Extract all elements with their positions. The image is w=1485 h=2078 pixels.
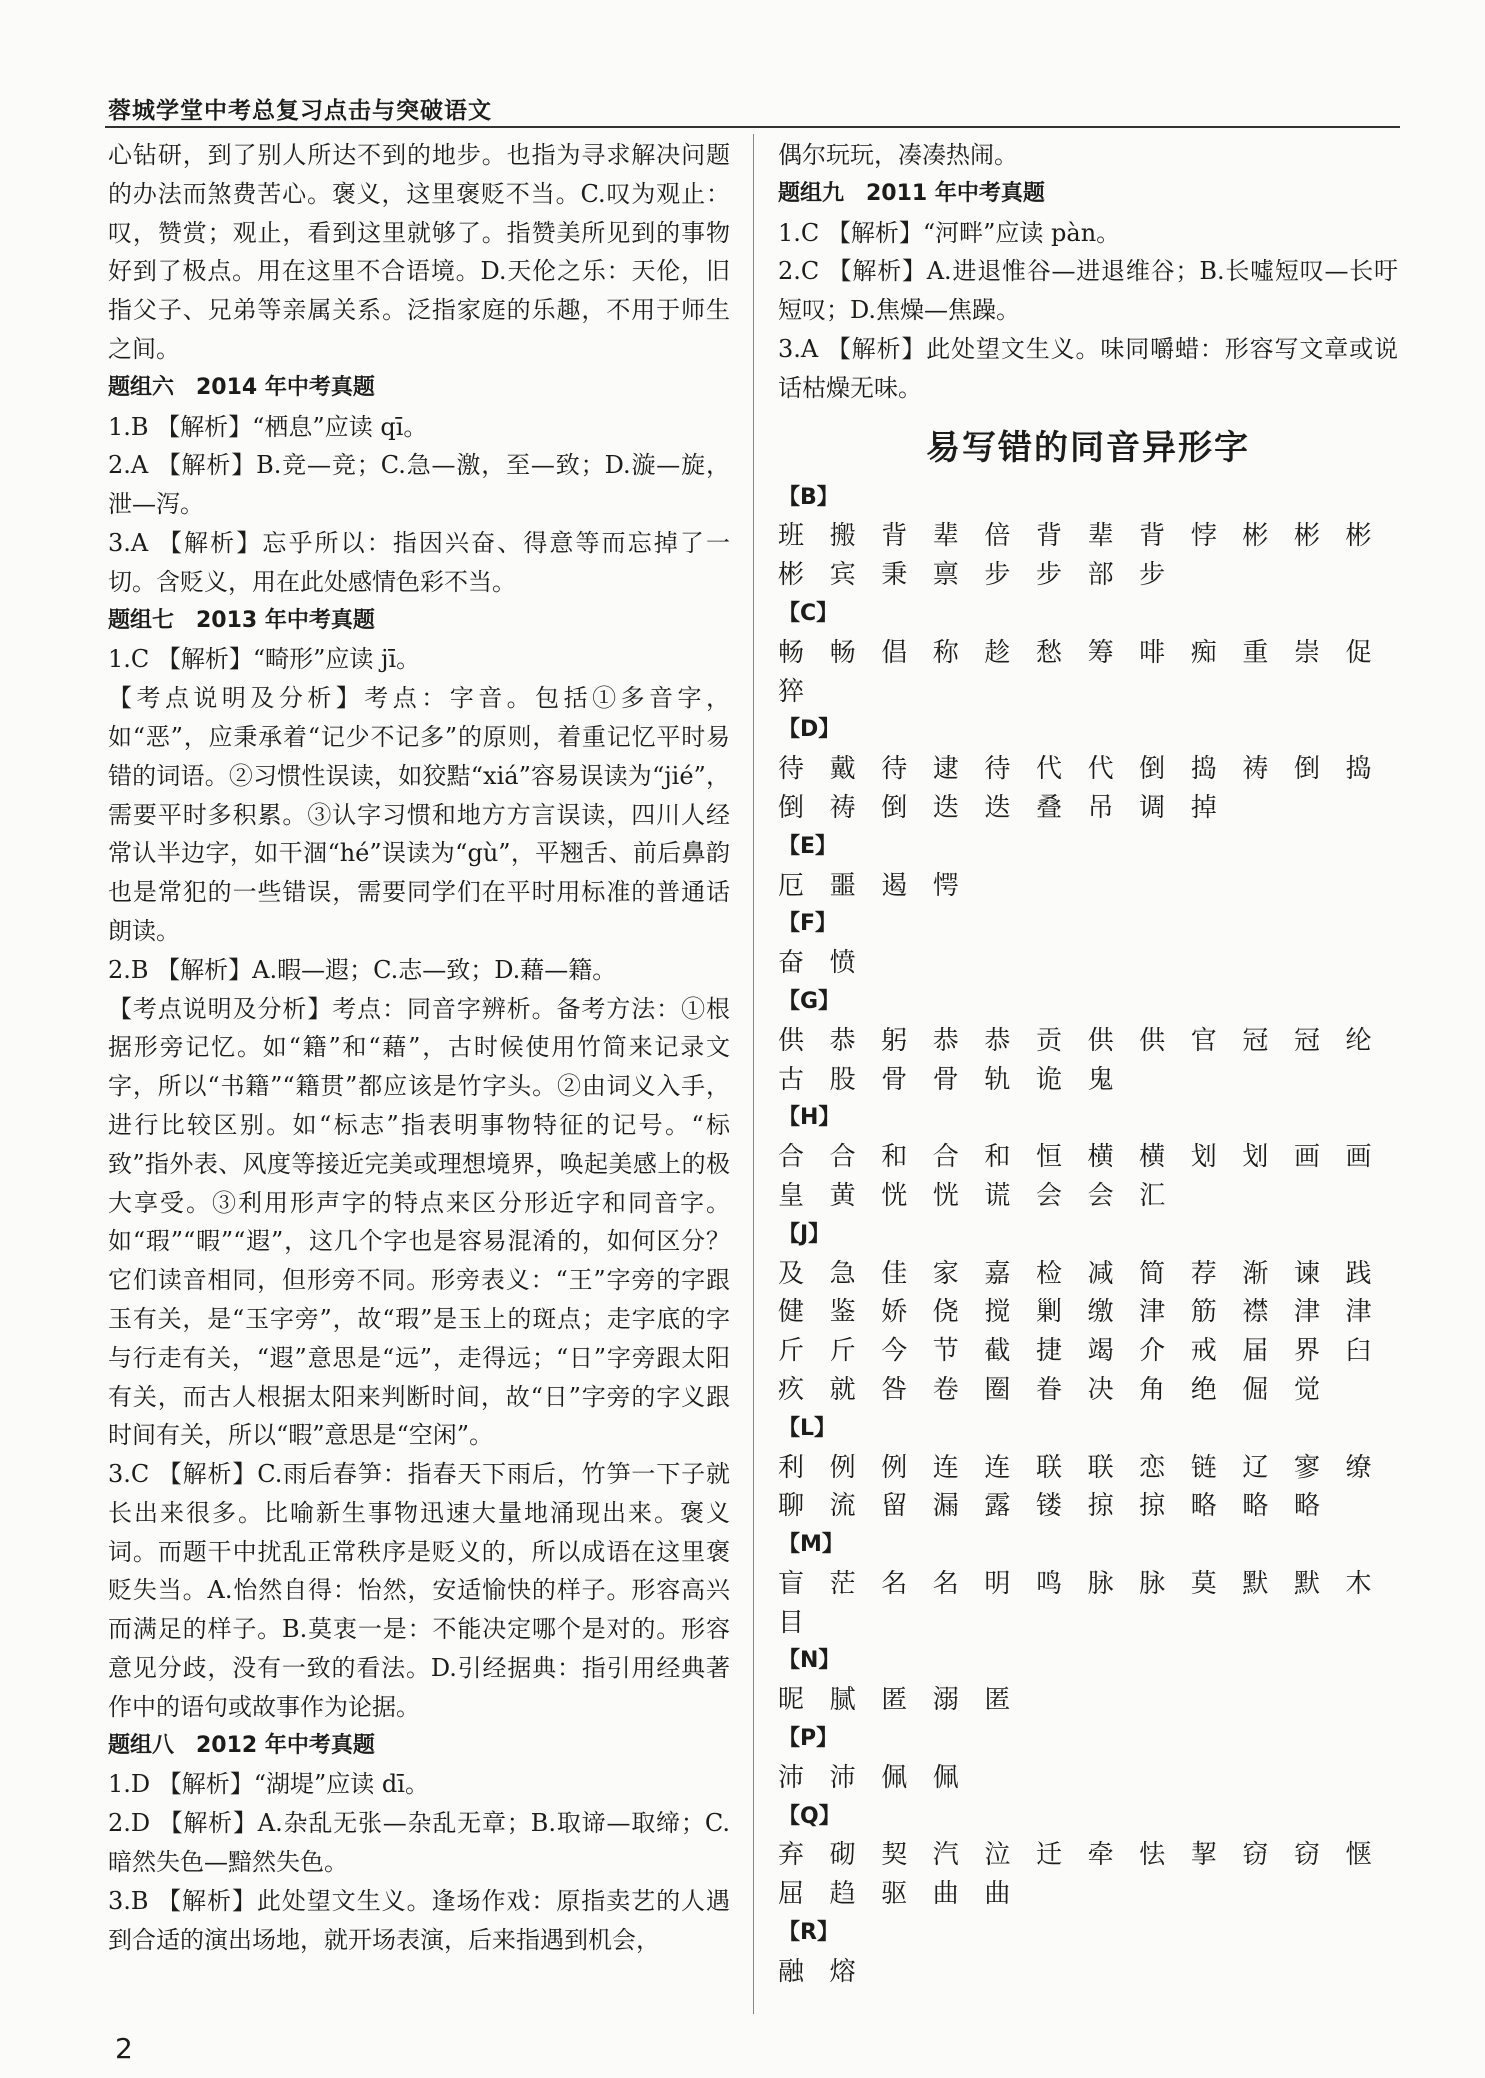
- char-row: [778, 634, 1398, 712]
- char-item: 筹: [1087, 637, 1114, 668]
- answer-paragraph: 1.B 【解析】“栖息”应读 qī。: [108, 412, 428, 441]
- char-item: 卷: [932, 1374, 959, 1405]
- char-item: 镂: [1035, 1491, 1062, 1522]
- char-item: 屈: [778, 1879, 805, 1910]
- char-item: 倒: [1293, 754, 1320, 785]
- char-item: 彬: [778, 560, 805, 591]
- answer-paragraph: 2.D 【解析】A.杂乱无张—杂乱无章；B.取谛—取缔；C.暗然失色—黯然失色。: [108, 1809, 730, 1877]
- char-item: 会: [1035, 1180, 1062, 1211]
- char-item: 界: [1293, 1336, 1320, 1367]
- char-item: 辈: [932, 521, 959, 552]
- char-item: 黄: [829, 1180, 856, 1211]
- char-item: 节: [932, 1336, 959, 1367]
- char-item: 躬: [881, 1025, 908, 1056]
- char-item: 倒: [778, 792, 805, 823]
- char-item: 啡: [1139, 637, 1166, 668]
- char-row: [778, 1255, 1398, 1410]
- answer-paragraph: 2.B 【解析】A.暇—遐；C.志—致；D.藉—籍。: [108, 955, 617, 984]
- char-item: 崇: [1293, 637, 1320, 668]
- char-item: 合: [932, 1142, 959, 1173]
- char-item: 代: [1035, 754, 1062, 785]
- answer-paragraph: 【考点说明及分析】考点：同音字辨析。备考方法：①根据形旁记忆。如“籍”和“藉”，古时候使用竹简来记录文字，所以“书籍”“籍贯”都应该是竹字头。②由词义入手，进行比较区别。如“标志”指表明事物特征的记号。“标致”指外表、风度等接近完美或理想境界，唤起美感上的极大享受。③利用形声字的特点来区分形近字和同音字。如“瑕”“暇”“遐”，这几个字也是容易混淆的，如何区分？它们读音相同，但形旁不同。形旁表义：“王”字旁的字跟玉有关，是“玉字旁”，故“瑕”是玉上的斑点；走字底的字与行走有关，“遐”意思是“远”，走得远；“日”字旁跟太阳有关，而古人根据太阳来判断时间，故“日”字旁的字义跟时间有关，所以“暇”意思是“空闲”。: [108, 994, 730, 1450]
- answer-paragraph: 2.A 【解析】B.竞—竞；C.急—激，至—致；D.漩—旋，泄—泻。: [108, 451, 730, 519]
- answer-paragraph: 3.C 【解析】C.雨后春笋：指春天下雨后，竹笋一下子就长出来很多。比喻新生事物迅速大量地涌现出来。褒义词。而题干中扰乱正常秩序是贬义的，所以成语在这里褒贬失当。A.怡然自得：怡然，安适愉快的样子。形容高兴而满足的样子。B.莫衷一是：不能决定哪个是对的。形容意见分歧，没有一致的看法。D.引经据典：指引用经典著作中的语句或故事作为论据。: [108, 1460, 730, 1721]
- char-item: 盲: [778, 1568, 805, 1599]
- char-item: 合: [778, 1142, 805, 1173]
- char-item: 恭: [984, 1025, 1011, 1056]
- group-heading: 题组九 2011 年中考真题: [778, 180, 1045, 206]
- char-item: 竭: [1087, 1336, 1114, 1367]
- char-item: 愤: [829, 948, 856, 979]
- header-rule: [105, 126, 1400, 128]
- char-item: 趁: [984, 637, 1011, 668]
- char-item: 掠: [1139, 1491, 1166, 1522]
- char-item: 目: [778, 1607, 805, 1638]
- char-item: 谎: [984, 1180, 1011, 1211]
- char-item: 掠: [1087, 1491, 1114, 1522]
- answer-paragraph: 2.C 【解析】A.进退惟谷—进退维谷；B.长噓短叹—长吁短叹；D.焦燥—焦躁。: [778, 257, 1398, 325]
- char-item: 恒: [1035, 1142, 1062, 1173]
- char-item: 画: [1293, 1142, 1320, 1173]
- char-row: [778, 1449, 1398, 1527]
- char-item: 窃: [1242, 1840, 1269, 1871]
- char-item: 彬: [1345, 521, 1372, 552]
- char-item: 留: [881, 1491, 908, 1522]
- char-item: 部: [1087, 560, 1114, 591]
- char-item: 熔: [829, 1956, 856, 1987]
- char-item: 愕: [932, 870, 959, 901]
- char-row: [778, 1138, 1398, 1216]
- letter-heading: 【R】: [778, 1920, 839, 1946]
- letter-heading: 【N】: [778, 1648, 841, 1674]
- page-number: 2: [115, 2032, 133, 2065]
- char-item: 怯: [1139, 1840, 1166, 1871]
- char-item: 曲: [984, 1879, 1011, 1910]
- char-item: 重: [1242, 637, 1269, 668]
- char-item: 契: [881, 1840, 908, 1871]
- char-item: 背: [1035, 521, 1062, 552]
- column-divider: [753, 134, 754, 2014]
- char-item: 倔: [1242, 1374, 1269, 1405]
- answer-paragraph: 【考点说明及分析】考点：字音。包括①多音字，如“恶”，应秉承着“记少不记多”的原则，着重记忆平时易错的词语。②习惯性误读，如狡黠“xiá”容易误读为“jié”，需要平时多积累。③认字习惯和地方方言误读，四川人经常认半边字，如干涸“hé”误读为“gù”，平翘舌、前后鼻韵也是常犯的一些错误，需要同学们在平时用标准的普通话朗读。: [108, 684, 730, 945]
- char-item: 宾: [829, 560, 856, 591]
- char-item: 戴: [829, 754, 856, 785]
- char-item: 步: [984, 560, 1011, 591]
- left-column: [108, 136, 730, 1959]
- char-item: 连: [932, 1452, 959, 1483]
- letter-heading: 【B】: [778, 484, 839, 510]
- char-groups: [778, 479, 1398, 1992]
- char-item: 捷: [1035, 1336, 1062, 1367]
- char-row: [778, 1565, 1398, 1643]
- char-item: 娇: [881, 1297, 908, 1328]
- char-item: 悖: [1190, 521, 1217, 552]
- char-item: 觉: [1293, 1374, 1320, 1405]
- char-item: 驱: [881, 1879, 908, 1910]
- char-item: 佩: [881, 1762, 908, 1793]
- char-item: 汽: [932, 1840, 959, 1871]
- char-item: 漏: [932, 1491, 959, 1522]
- char-item: 称: [932, 637, 959, 668]
- char-item: 名: [881, 1568, 908, 1599]
- char-item: 匿: [984, 1685, 1011, 1716]
- char-item: 鸣: [1035, 1568, 1062, 1599]
- char-item: 脉: [1139, 1568, 1166, 1599]
- letter-heading: 【M】: [778, 1532, 844, 1558]
- answer-paragraph: 3.A 【解析】忘乎所以：指因兴奋、得意等而忘掉了一切。含贬义，用在此处感情色彩不当。: [108, 528, 730, 596]
- char-item: 咎: [881, 1374, 908, 1405]
- letter-heading: 【F】: [778, 911, 838, 937]
- char-item: 愁: [1035, 637, 1062, 668]
- char-item: 背: [1139, 521, 1166, 552]
- char-item: 腻: [829, 1685, 856, 1716]
- char-item: 彬: [1293, 521, 1320, 552]
- letter-heading: 【P】: [778, 1726, 839, 1752]
- answer-paragraph: 1.D 【解析】“湖堤”应读 dī。: [108, 1770, 429, 1799]
- char-item: 横: [1139, 1142, 1166, 1173]
- char-item: 和: [984, 1142, 1011, 1173]
- char-item: 叠: [1035, 792, 1062, 823]
- char-item: 及: [778, 1258, 805, 1289]
- char-row: [778, 867, 1398, 906]
- char-item: 迭: [932, 792, 959, 823]
- char-item: 侥: [932, 1297, 959, 1328]
- char-item: 皇: [778, 1180, 805, 1211]
- char-row: [778, 944, 1398, 983]
- char-item: 例: [881, 1452, 908, 1483]
- char-item: 例: [829, 1452, 856, 1483]
- char-item: 调: [1139, 792, 1166, 823]
- char-item: 角: [1139, 1374, 1166, 1405]
- char-row: [778, 1681, 1398, 1720]
- char-item: 迭: [984, 792, 1011, 823]
- char-item: 供: [1139, 1025, 1166, 1056]
- char-item: 鬼: [1087, 1064, 1114, 1095]
- char-item: 吊: [1087, 792, 1114, 823]
- group-heading: 题组七 2013 年中考真题: [108, 607, 375, 633]
- char-item: 骨: [881, 1064, 908, 1095]
- char-item: 曲: [932, 1879, 959, 1910]
- char-item: 会: [1087, 1180, 1114, 1211]
- char-item: 沛: [778, 1762, 805, 1793]
- char-item: 纶: [1345, 1025, 1372, 1056]
- char-item: 急: [829, 1258, 856, 1289]
- char-item: 疚: [778, 1374, 805, 1405]
- right-column: [778, 136, 1398, 1992]
- char-item: 聊: [778, 1491, 805, 1522]
- char-item: 官: [1190, 1025, 1217, 1056]
- char-item: 恭: [829, 1025, 856, 1056]
- char-item: 倡: [881, 637, 908, 668]
- char-item: 联: [1087, 1452, 1114, 1483]
- char-item: 搬: [829, 521, 856, 552]
- char-item: 辽: [1242, 1452, 1269, 1483]
- char-row: [778, 750, 1398, 828]
- char-item: 班: [778, 521, 805, 552]
- char-item: 臼: [1345, 1336, 1372, 1367]
- char-item: 截: [984, 1336, 1011, 1367]
- char-item: 津: [1293, 1297, 1320, 1328]
- char-item: 合: [829, 1142, 856, 1173]
- char-item: 嘉: [984, 1258, 1011, 1289]
- char-item: 奋: [778, 948, 805, 979]
- char-item: 渐: [1242, 1258, 1269, 1289]
- answer-paragraph: 1.C 【解析】“河畔”应读 pàn。: [778, 218, 1121, 247]
- char-item: 厄: [778, 870, 805, 901]
- char-item: 背: [881, 521, 908, 552]
- group-heading: 题组六 2014 年中考真题: [108, 374, 375, 400]
- char-row: [778, 1022, 1398, 1100]
- char-item: 噩: [829, 870, 856, 901]
- char-item: 倒: [881, 792, 908, 823]
- char-item: 掉: [1190, 792, 1217, 823]
- char-item: 祷: [829, 792, 856, 823]
- char-item: 轨: [984, 1064, 1011, 1095]
- char-item: 汇: [1139, 1180, 1166, 1211]
- char-item: 连: [984, 1452, 1011, 1483]
- char-item: 略: [1190, 1491, 1217, 1522]
- char-item: 搅: [984, 1297, 1011, 1328]
- answer-paragraph: 3.A 【解析】此处望文生义。味同嚼蜡：形容写文章或说话枯燥无味。: [778, 334, 1398, 402]
- char-item: 绝: [1190, 1374, 1217, 1405]
- char-item: 匿: [881, 1685, 908, 1716]
- char-item: 待: [778, 754, 805, 785]
- char-item: 佩: [932, 1762, 959, 1793]
- char-item: 步: [1139, 560, 1166, 591]
- char-item: 泣: [984, 1840, 1011, 1871]
- char-row: [778, 1836, 1398, 1914]
- char-item: 荐: [1190, 1258, 1217, 1289]
- char-item: 恭: [932, 1025, 959, 1056]
- char-item: 划: [1190, 1142, 1217, 1173]
- char-item: 流: [829, 1491, 856, 1522]
- right-column-answers: [778, 136, 1398, 408]
- char-item: 猝: [778, 676, 805, 707]
- char-item: 届: [1242, 1336, 1269, 1367]
- letter-heading: 【D】: [778, 717, 841, 743]
- char-item: 斤: [778, 1336, 805, 1367]
- char-item: 步: [1035, 560, 1062, 591]
- char-item: 寥: [1293, 1452, 1320, 1483]
- char-item: 名: [932, 1568, 959, 1599]
- char-item: 捣: [1345, 754, 1372, 785]
- char-item: 供: [1087, 1025, 1114, 1056]
- char-item: 倍: [984, 521, 1011, 552]
- char-item: 牵: [1087, 1840, 1114, 1871]
- char-item: 划: [1242, 1142, 1269, 1173]
- char-item: 露: [984, 1491, 1011, 1522]
- char-item: 略: [1293, 1491, 1320, 1522]
- char-item: 家: [932, 1258, 959, 1289]
- char-item: 检: [1035, 1258, 1062, 1289]
- letter-heading: 【J】: [778, 1221, 831, 1247]
- char-item: 津: [1139, 1297, 1166, 1328]
- char-item: 恋: [1139, 1452, 1166, 1483]
- answer-paragraph: 1.C 【解析】“畸形”应读 jī。: [108, 645, 421, 674]
- char-item: 画: [1345, 1142, 1372, 1173]
- char-item: 践: [1345, 1258, 1372, 1289]
- char-item: 今: [881, 1336, 908, 1367]
- letter-heading: 【L】: [778, 1415, 837, 1441]
- char-item: 介: [1139, 1336, 1166, 1367]
- char-item: 窃: [1293, 1840, 1320, 1871]
- char-item: 缭: [1345, 1452, 1372, 1483]
- char-item: 惬: [1345, 1840, 1372, 1871]
- char-item: 佳: [881, 1258, 908, 1289]
- char-item: 待: [881, 754, 908, 785]
- char-row: [778, 1759, 1398, 1798]
- char-item: 捣: [1190, 754, 1217, 785]
- char-item: 鉴: [829, 1297, 856, 1328]
- char-item: 禀: [932, 560, 959, 591]
- char-item: 缴: [1087, 1297, 1114, 1328]
- char-row: [778, 1953, 1398, 1992]
- char-item: 彬: [1242, 521, 1269, 552]
- char-item: 倒: [1139, 754, 1166, 785]
- section-title: 易写错的同音异形字: [926, 427, 1250, 468]
- char-item: 戒: [1190, 1336, 1217, 1367]
- char-item: 畅: [778, 637, 805, 668]
- char-item: 趋: [829, 1879, 856, 1910]
- char-item: 略: [1242, 1491, 1269, 1522]
- char-item: 利: [778, 1452, 805, 1483]
- char-item: 莫: [1190, 1568, 1217, 1599]
- answer-paragraph: 偶尔玩玩，凑凑热闹。: [778, 141, 1018, 169]
- answer-paragraph: 3.B 【解析】此处望文生义。逢场作戏：原指卖艺的人遇到合适的演出场地，就开场表演，后来指遇到机会，: [108, 1886, 730, 1954]
- char-item: 默: [1293, 1568, 1320, 1599]
- char-item: 辈: [1087, 521, 1114, 552]
- char-item: 融: [778, 1956, 805, 1987]
- char-item: 横: [1087, 1142, 1114, 1173]
- letter-heading: 【G】: [778, 988, 841, 1014]
- answer-paragraph: 心钻研，到了别人所达不到的地步。也指为寻求解决问题的办法而煞费苦心。褒义，这里褒贬不当。C.叹为观止：叹，赞赏；观止，看到这里就够了。指赞美所见到的事物好到了极点。用在这里不合语境。D.天伦之乐：天伦，旧指父子、兄弟等亲属关系。泛指家庭的乐趣，不用于师生之间。: [108, 141, 730, 363]
- letter-heading: 【Q】: [778, 1803, 841, 1829]
- char-item: 贡: [1035, 1025, 1062, 1056]
- char-item: 古: [778, 1064, 805, 1095]
- char-item: 冠: [1242, 1025, 1269, 1056]
- char-item: 木: [1345, 1568, 1372, 1599]
- char-item: 和: [881, 1142, 908, 1173]
- char-item: 弃: [778, 1840, 805, 1871]
- char-item: 沛: [829, 1762, 856, 1793]
- page-header: 蓉城学堂中考总复习点击与突破语文: [108, 98, 492, 124]
- char-item: 襟: [1242, 1297, 1269, 1328]
- char-item: 默: [1242, 1568, 1269, 1599]
- letter-heading: 【E】: [778, 833, 838, 859]
- char-item: 畅: [829, 637, 856, 668]
- letter-heading: 【C】: [778, 600, 839, 626]
- char-item: 恍: [932, 1180, 959, 1211]
- char-item: 挈: [1190, 1840, 1217, 1871]
- char-item: 斤: [829, 1336, 856, 1367]
- char-item: 骨: [932, 1064, 959, 1095]
- char-item: 就: [829, 1374, 856, 1405]
- char-item: 筋: [1190, 1297, 1217, 1328]
- group-heading: 题组八 2012 年中考真题: [108, 1732, 375, 1758]
- char-item: 明: [984, 1568, 1011, 1599]
- char-item: 谏: [1293, 1258, 1320, 1289]
- char-item: 眷: [1035, 1374, 1062, 1405]
- char-item: 决: [1087, 1374, 1114, 1405]
- char-item: 冠: [1293, 1025, 1320, 1056]
- char-item: 剿: [1035, 1297, 1062, 1328]
- char-item: 供: [778, 1025, 805, 1056]
- char-item: 圈: [984, 1374, 1011, 1405]
- letter-heading: 【H】: [778, 1105, 841, 1131]
- char-item: 诡: [1035, 1064, 1062, 1095]
- char-item: 简: [1139, 1258, 1166, 1289]
- char-item: 联: [1035, 1452, 1062, 1483]
- char-item: 溺: [932, 1685, 959, 1716]
- char-item: 逮: [932, 754, 959, 785]
- char-item: 迁: [1035, 1840, 1062, 1871]
- char-item: 待: [984, 754, 1011, 785]
- char-item: 砌: [829, 1840, 856, 1871]
- char-item: 促: [1345, 637, 1372, 668]
- char-item: 恍: [881, 1180, 908, 1211]
- char-item: 遏: [881, 870, 908, 901]
- char-item: 脉: [1087, 1568, 1114, 1599]
- char-row: [778, 517, 1398, 595]
- char-item: 减: [1087, 1258, 1114, 1289]
- char-item: 健: [778, 1297, 805, 1328]
- char-item: 津: [1345, 1297, 1372, 1328]
- char-item: 秉: [881, 560, 908, 591]
- char-item: 祷: [1242, 754, 1269, 785]
- char-item: 痴: [1190, 637, 1217, 668]
- char-item: 股: [829, 1064, 856, 1095]
- char-item: 昵: [778, 1685, 805, 1716]
- char-item: 代: [1087, 754, 1114, 785]
- char-item: 链: [1190, 1452, 1217, 1483]
- char-item: 茫: [829, 1568, 856, 1599]
